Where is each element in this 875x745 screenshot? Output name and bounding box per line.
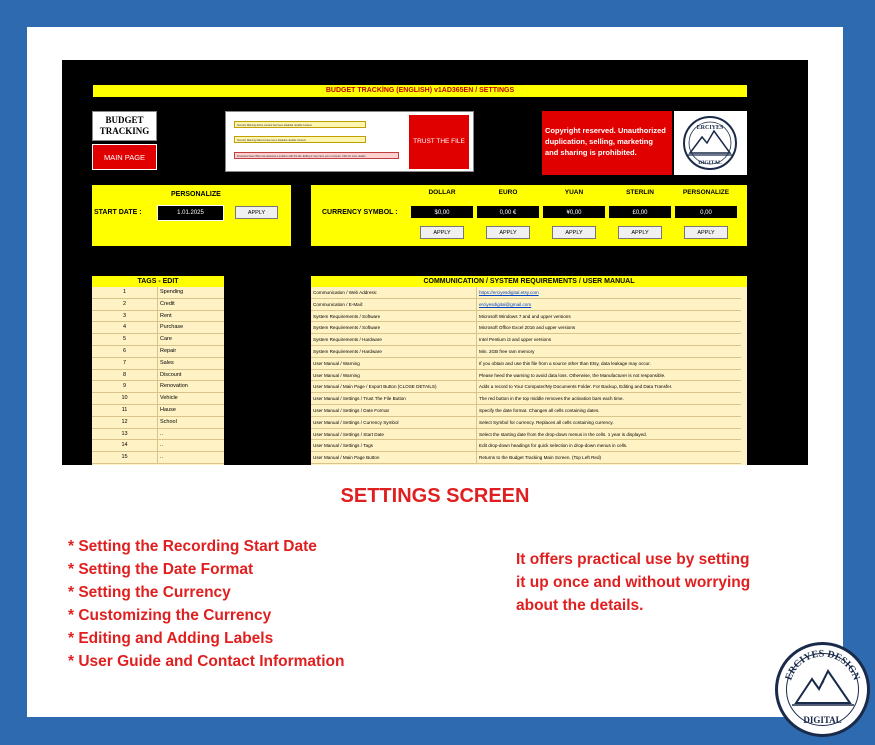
start-date-apply-button[interactable]: APPLY: [235, 206, 278, 219]
tag-row[interactable]: [92, 440, 224, 452]
tag-name[interactable]: ..: [160, 454, 164, 461]
info-key: User Manual / Settings / Trust The File Button: [313, 396, 406, 402]
feature-item: * Setting the Currency: [68, 584, 231, 601]
tag-row[interactable]: [92, 311, 224, 323]
feature-item: * Customizing the Currency: [68, 607, 272, 624]
info-link[interactable]: erciyesdigital@gmail.com: [476, 299, 741, 311]
tag-row[interactable]: [92, 370, 224, 382]
start-date-label: START DATE :: [94, 209, 142, 216]
currency-value-dollar[interactable]: $0,00: [410, 205, 474, 219]
currency-head-yuan: YUAN: [564, 189, 584, 196]
info-key: User Manual / Warning: [313, 360, 360, 366]
tag-name[interactable]: Discount: [160, 371, 182, 378]
info-key: Communication / Web Address:: [313, 290, 378, 295]
start-date-panel: [92, 185, 291, 246]
info-value: Select Symbol for currency. Replaces all cells containing currency.: [476, 417, 741, 429]
tag-name[interactable]: Vehicle: [160, 395, 178, 402]
info-row: [311, 381, 741, 393]
info-key: User Manual / Settings / Currency Symbol: [313, 419, 399, 425]
tags-edit-header: TAGS - EDIT: [92, 276, 224, 287]
communication-header: COMMUNICATION / SYSTEM REQUIREMENTS / USER MANUAL: [311, 276, 747, 287]
tag-number: 8: [92, 370, 158, 382]
tags-list: [92, 287, 224, 465]
info-row: [311, 346, 741, 358]
product-card: [27, 27, 843, 717]
tag-name[interactable]: ..: [160, 430, 164, 437]
info-value: Edit drop-down headings for quick selection in drop-down menus in cells.: [476, 440, 741, 452]
info-value: Min. 2GB free ram memory: [476, 346, 741, 358]
info-key: System Requirements / Hardware: [313, 349, 382, 354]
tag-row[interactable]: [92, 334, 224, 346]
tag-number: 1: [92, 287, 158, 299]
info-value: Please heed the warning to avoid data loss. Otherwise, the Manufacturer is not responsible.: [476, 370, 741, 382]
info-row: [311, 322, 741, 334]
logo-mountain-icon: [674, 111, 747, 175]
info-key: User Manual / Settings / Tags: [313, 443, 373, 449]
info-row: [311, 334, 741, 346]
logo-text-bottom: DIGITAL: [698, 160, 722, 166]
erciyes-design-logo-icon: [774, 641, 871, 738]
tag-number: 9: [92, 381, 158, 393]
communication-list: [311, 287, 747, 465]
start-date-input[interactable]: 1.01.2025: [157, 205, 224, 221]
tag-number: 15: [92, 452, 158, 464]
info-key: User Manual / Settings / Start Date: [313, 431, 384, 437]
tag-name[interactable]: Care: [160, 336, 172, 343]
tag-name[interactable]: ..: [160, 442, 164, 449]
corner-logo: [774, 641, 871, 738]
tag-row[interactable]: [92, 287, 224, 299]
info-value: Returns to the Budget Tracking Main Screen. (Top Left Red): [476, 452, 741, 464]
currency-value-sterlin[interactable]: £0,00: [608, 205, 672, 219]
info-value: The red button in the top middle removes the activation bars each time.: [476, 393, 741, 405]
tag-row[interactable]: [92, 429, 224, 441]
tag-name[interactable]: Sales: [160, 359, 174, 366]
info-row: [311, 440, 741, 452]
info-row: [311, 417, 741, 429]
tag-row[interactable]: [92, 322, 224, 334]
tag-row[interactable]: [92, 358, 224, 370]
tag-name[interactable]: Purchase: [160, 324, 184, 331]
protected-view-warning: Protected View Office has detected a problem with this file. Editing it may harm your computer. Click for more details.: [234, 152, 399, 159]
currency-head-sterlin: STERLIN: [626, 189, 654, 196]
tag-number: 12: [92, 417, 158, 429]
info-key: System Requirements / Software: [313, 325, 381, 331]
erciyes-logo: [674, 111, 747, 175]
info-value: Microsoft Windows 7 and and upper versions: [476, 311, 741, 323]
info-value: If you obtain and use this file from a source other than Etsy, data leakage may occur.: [476, 358, 741, 370]
currency-value-euro[interactable]: 0,00 €: [476, 205, 540, 219]
tag-number: 2: [92, 299, 158, 311]
info-row: [311, 287, 741, 299]
section-title: SETTINGS SCREEN: [340, 485, 530, 507]
info-row: [311, 452, 741, 464]
tag-row[interactable]: [92, 452, 224, 464]
tag-number: 10: [92, 393, 158, 405]
info-row: [311, 370, 741, 382]
info-row: [311, 393, 741, 405]
logo-text-top: ERCIYES: [696, 125, 724, 131]
tag-name[interactable]: School: [160, 418, 177, 425]
feature-item: * Editing and Adding Labels: [68, 630, 274, 647]
info-value: Adds a record to Your Computer/My Documents Folder. For Backup, Editing and Data Transfer.: [476, 381, 741, 393]
security-warning-macros: Security Warning Macros have been disabled. Enable Content: [234, 136, 366, 143]
info-row: [311, 299, 741, 311]
tag-name[interactable]: Renovation: [160, 383, 188, 390]
tag-number: 6: [92, 346, 158, 358]
currency-head-dollar: DOLLAR: [428, 189, 456, 196]
currency-head-personalize: PERSONALIZE: [682, 189, 730, 196]
tag-row[interactable]: [92, 405, 224, 417]
apply-personalize-button[interactable]: APPLY: [684, 226, 728, 239]
tag-number: 13: [92, 429, 158, 441]
info-key: User Manual / Main Page / Export Button (CLOSE DETAILS): [313, 384, 437, 390]
budget-label-line2: TRACKING: [99, 126, 150, 136]
info-row: [311, 358, 741, 370]
currency-panel: [311, 185, 747, 246]
tag-row[interactable]: [92, 299, 224, 311]
apply-euro-button[interactable]: APPLY: [486, 226, 530, 239]
tag-row[interactable]: [92, 381, 224, 393]
description-blurb: It offers practical use by setting it up once and without worrying about the details.: [516, 551, 751, 614]
info-value: Specify the date format. Changes all cells containing dates.: [476, 405, 741, 417]
currency-value-personalize[interactable]: 0,00: [674, 205, 738, 219]
info-link[interactable]: https://erciyesdigital.etsy.com: [476, 287, 741, 299]
tag-name[interactable]: Credit: [160, 300, 175, 307]
feature-item: * User Guide and Contact Information: [68, 653, 345, 670]
currency-symbol-label: CURRENCY SYMBOL :: [322, 209, 398, 216]
info-value: Intel Pentium i3 and upper versions: [476, 334, 741, 346]
currency-head-euro: EURO: [498, 189, 518, 196]
tag-row[interactable]: [92, 346, 224, 358]
tag-name[interactable]: Hause: [160, 407, 176, 413]
feature-item: * Setting the Recording Start Date: [68, 538, 317, 555]
feature-item: * Setting the Date Format: [68, 561, 254, 578]
tag-row[interactable]: [92, 393, 224, 405]
security-warning-active: Security Warning Active content has been disabled. Enable Content: [234, 121, 366, 128]
tag-number: 7: [92, 358, 158, 370]
info-key: Communication / E-Mail:: [313, 301, 364, 307]
info-key: User Manual / Warning: [313, 372, 360, 378]
tag-row[interactable]: [92, 417, 224, 429]
corner-logo-top-text: ERCIYES DESIGN: [783, 648, 862, 682]
personalize-label: PERSONALIZE: [171, 191, 221, 198]
tag-name[interactable]: Rent: [160, 312, 172, 319]
tag-name[interactable]: Spending: [160, 289, 184, 295]
apply-yuan-button[interactable]: APPLY: [552, 226, 596, 239]
info-row: [311, 405, 741, 417]
tag-number: 14: [92, 440, 158, 452]
spreadsheet-screenshot: [62, 60, 808, 465]
copyright-notice: Copyright reserved. Unauthorized duplication, selling, marketing and sharing is prohibited.: [542, 111, 672, 175]
info-key: System Requirements / Hardware: [313, 337, 382, 343]
tag-number: 3: [92, 311, 158, 323]
warning-panel: [225, 111, 474, 172]
budget-label-line1: BUDGET: [105, 115, 144, 125]
corner-logo-bottom-text: DIGITAL: [803, 715, 842, 725]
tag-number: 5: [92, 334, 158, 346]
apply-dollar-button[interactable]: APPLY: [420, 226, 464, 239]
currency-value-yuan[interactable]: ¥0,00: [542, 205, 606, 219]
budget-tracking-label: [92, 111, 157, 141]
sheet-title: BUDGET TRACKİNG (ENGLISH) v1AD365EN / SETTINGS: [93, 85, 747, 97]
apply-sterlin-button[interactable]: APPLY: [618, 226, 662, 239]
tag-number: 11: [92, 405, 158, 417]
info-key: User Manual / Main Page Button: [313, 455, 380, 461]
info-value: Microsoft Office Excel 2016 and upper versions: [476, 322, 741, 334]
info-value: Select the starting date from the drop-down menus in the cells. 1 year is displayed.: [476, 429, 741, 441]
info-row: [311, 311, 741, 323]
feature-list: [68, 535, 344, 673]
info-row: [311, 429, 741, 441]
main-page-button[interactable]: MAIN PAGE: [92, 144, 157, 170]
info-key: User Manual / Settings / Date Format: [313, 408, 389, 413]
trust-file-button[interactable]: TRUST THE FILE: [409, 115, 469, 169]
tag-name[interactable]: Repair: [160, 348, 177, 354]
tag-number: 4: [92, 322, 158, 334]
info-key: System Requirements / Software: [313, 313, 381, 319]
